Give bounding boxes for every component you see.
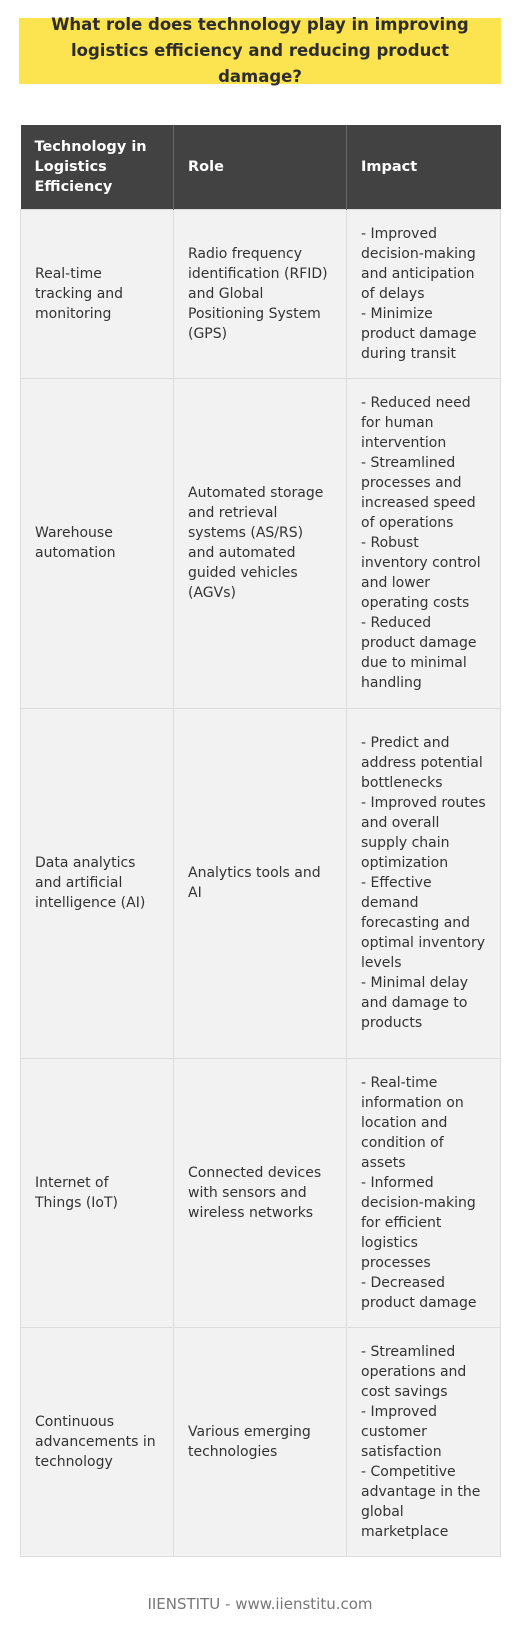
table — [20, 125, 501, 1557]
table-header-row — [21, 125, 501, 209]
role-cell: Connected devices with sensors and wireless networks — [174, 1058, 347, 1327]
footer-credit: IIENSTITU - www.iienstitu.com — [147, 1595, 373, 1613]
technology-cell: Internet of Things (IoT) — [21, 1058, 174, 1327]
impact-cell: - Reduced need for human intervention - Streamlined processes and increased speed of operations - Robust inventory control and lower operating costs - Reduced product damage due to minimal handling — [347, 378, 501, 708]
role-cell: Various emerging technologies — [174, 1327, 347, 1556]
role-cell: Analytics tools and AI — [174, 708, 347, 1058]
role-cell: Radio frequency identification (RFID) and Global Positioning System (GPS) — [174, 209, 347, 378]
impact-cell: - Improved decision-making and anticipation of delays - Minimize product damage during transit — [347, 209, 501, 378]
table-row — [21, 378, 501, 708]
column-header-role: Role — [174, 125, 347, 209]
table-row — [21, 708, 501, 1058]
impact-cell: - Predict and address potential bottlenecks - Improved routes and overall supply chain optimization - Effective demand forecasting and optimal inventory levels - Minimal delay and damage to products — [347, 708, 501, 1058]
column-header-impact: Impact — [347, 125, 501, 209]
role-cell: Automated storage and retrieval systems (AS/RS) and automated guided vehicles (AGVs) — [174, 378, 347, 708]
table-row — [21, 1058, 501, 1327]
impact-cell: - Real-time information on location and condition of assets - Informed decision-making for efficient logistics processes - Decreased product damage — [347, 1058, 501, 1327]
table-row — [21, 209, 501, 378]
column-header-technology: Technology in Logistics Efficiency — [21, 125, 174, 209]
technology-cell: Continuous advancements in technology — [21, 1327, 174, 1556]
technology-cell: Data analytics and artificial intelligence (AI) — [21, 708, 174, 1058]
impact-cell: - Streamlined operations and cost savings - Improved customer satisfaction - Competitive advantage in the global marketplace — [347, 1327, 501, 1556]
technology-cell: Real-time tracking and monitoring — [21, 209, 174, 378]
technology-table — [20, 125, 500, 1557]
page-title: What role does technology play in improving logistics efficiency and reducing product damage? — [19, 18, 501, 84]
technology-cell: Warehouse automation — [21, 378, 174, 708]
table-row — [21, 1327, 501, 1556]
